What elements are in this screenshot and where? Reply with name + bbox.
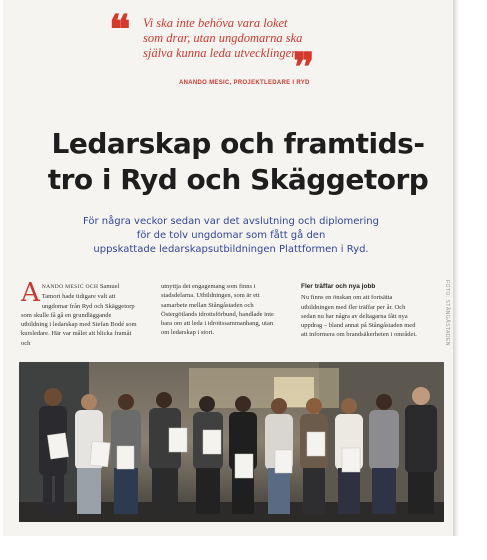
magazine-page — [3, 0, 453, 536]
pull-quote-line: själva kunna leda utvecklingen. — [143, 46, 301, 60]
ingress-line: för de tolv ungdomar som fått gå den — [136, 230, 326, 241]
ingress-line: uppskattade ledarskapsutbildningen Plattformen i Ryd. — [93, 244, 369, 255]
body-column-3 — [301, 282, 419, 340]
pull-quote-line: som drar, utan ungdomarna ska — [143, 31, 303, 45]
article-ingress — [61, 215, 401, 257]
photo-credit — [444, 280, 453, 380]
body-text: Nu finns en önskan om att fortsätta utbildningen med fler träffar per år. Och sedan nu har några av deltagarna fått nya uppdrag – bland annat på Stångåstaden med att informera om brandsäkerheten i området. — [301, 294, 417, 339]
subheading: Fler träffar och nya jobb — [301, 283, 376, 290]
body-column-2 — [161, 282, 279, 338]
quote-attribution: ANANDO MESIC, PROJEKTLEDARE I RYD — [179, 80, 310, 86]
headline-line: tro i Ryd och Skäggetorp — [47, 163, 429, 196]
ingress-line: För några veckor sedan var det avslutning och diplomering — [83, 216, 379, 227]
lead-in: NANDO MESIC OCH — [41, 284, 99, 290]
body-text: utnyttja det engagemang som finns i stadsdelarna. Utbildningen, som är ett samarbete mellan Stångåstaden och Östergötlands idrottsförbund, handlade inte bara om att leda i idrottssammanhang, utan om ledarskap i stort. — [161, 283, 274, 337]
group-photo — [19, 362, 444, 522]
article-headline — [23, 126, 453, 198]
body-column-1 — [21, 278, 139, 348]
headline-line: Ledarskap och framtids- — [51, 127, 425, 160]
photo-credit-text: FOTO: STÅNGÅSTADEN — [444, 280, 450, 347]
drop-cap: A — [21, 278, 40, 308]
pull-quote-line: Vi ska inte behöva vara loket — [143, 16, 288, 30]
group-photo-illustration — [19, 362, 444, 522]
body-text: Samuel Tamori hade tidigare valt att ungdomar från Ryd och Skäggetorp som skulle få gå en grundläggande utbildning i ledarskap med Stefan Bodé som kursledare. Här var målet att blicka framåt och — [21, 283, 137, 347]
open-quote-icon: ❝ — [109, 6, 131, 53]
close-quote-icon: ❞ — [293, 44, 315, 91]
page-edge-shadow — [453, 0, 459, 536]
